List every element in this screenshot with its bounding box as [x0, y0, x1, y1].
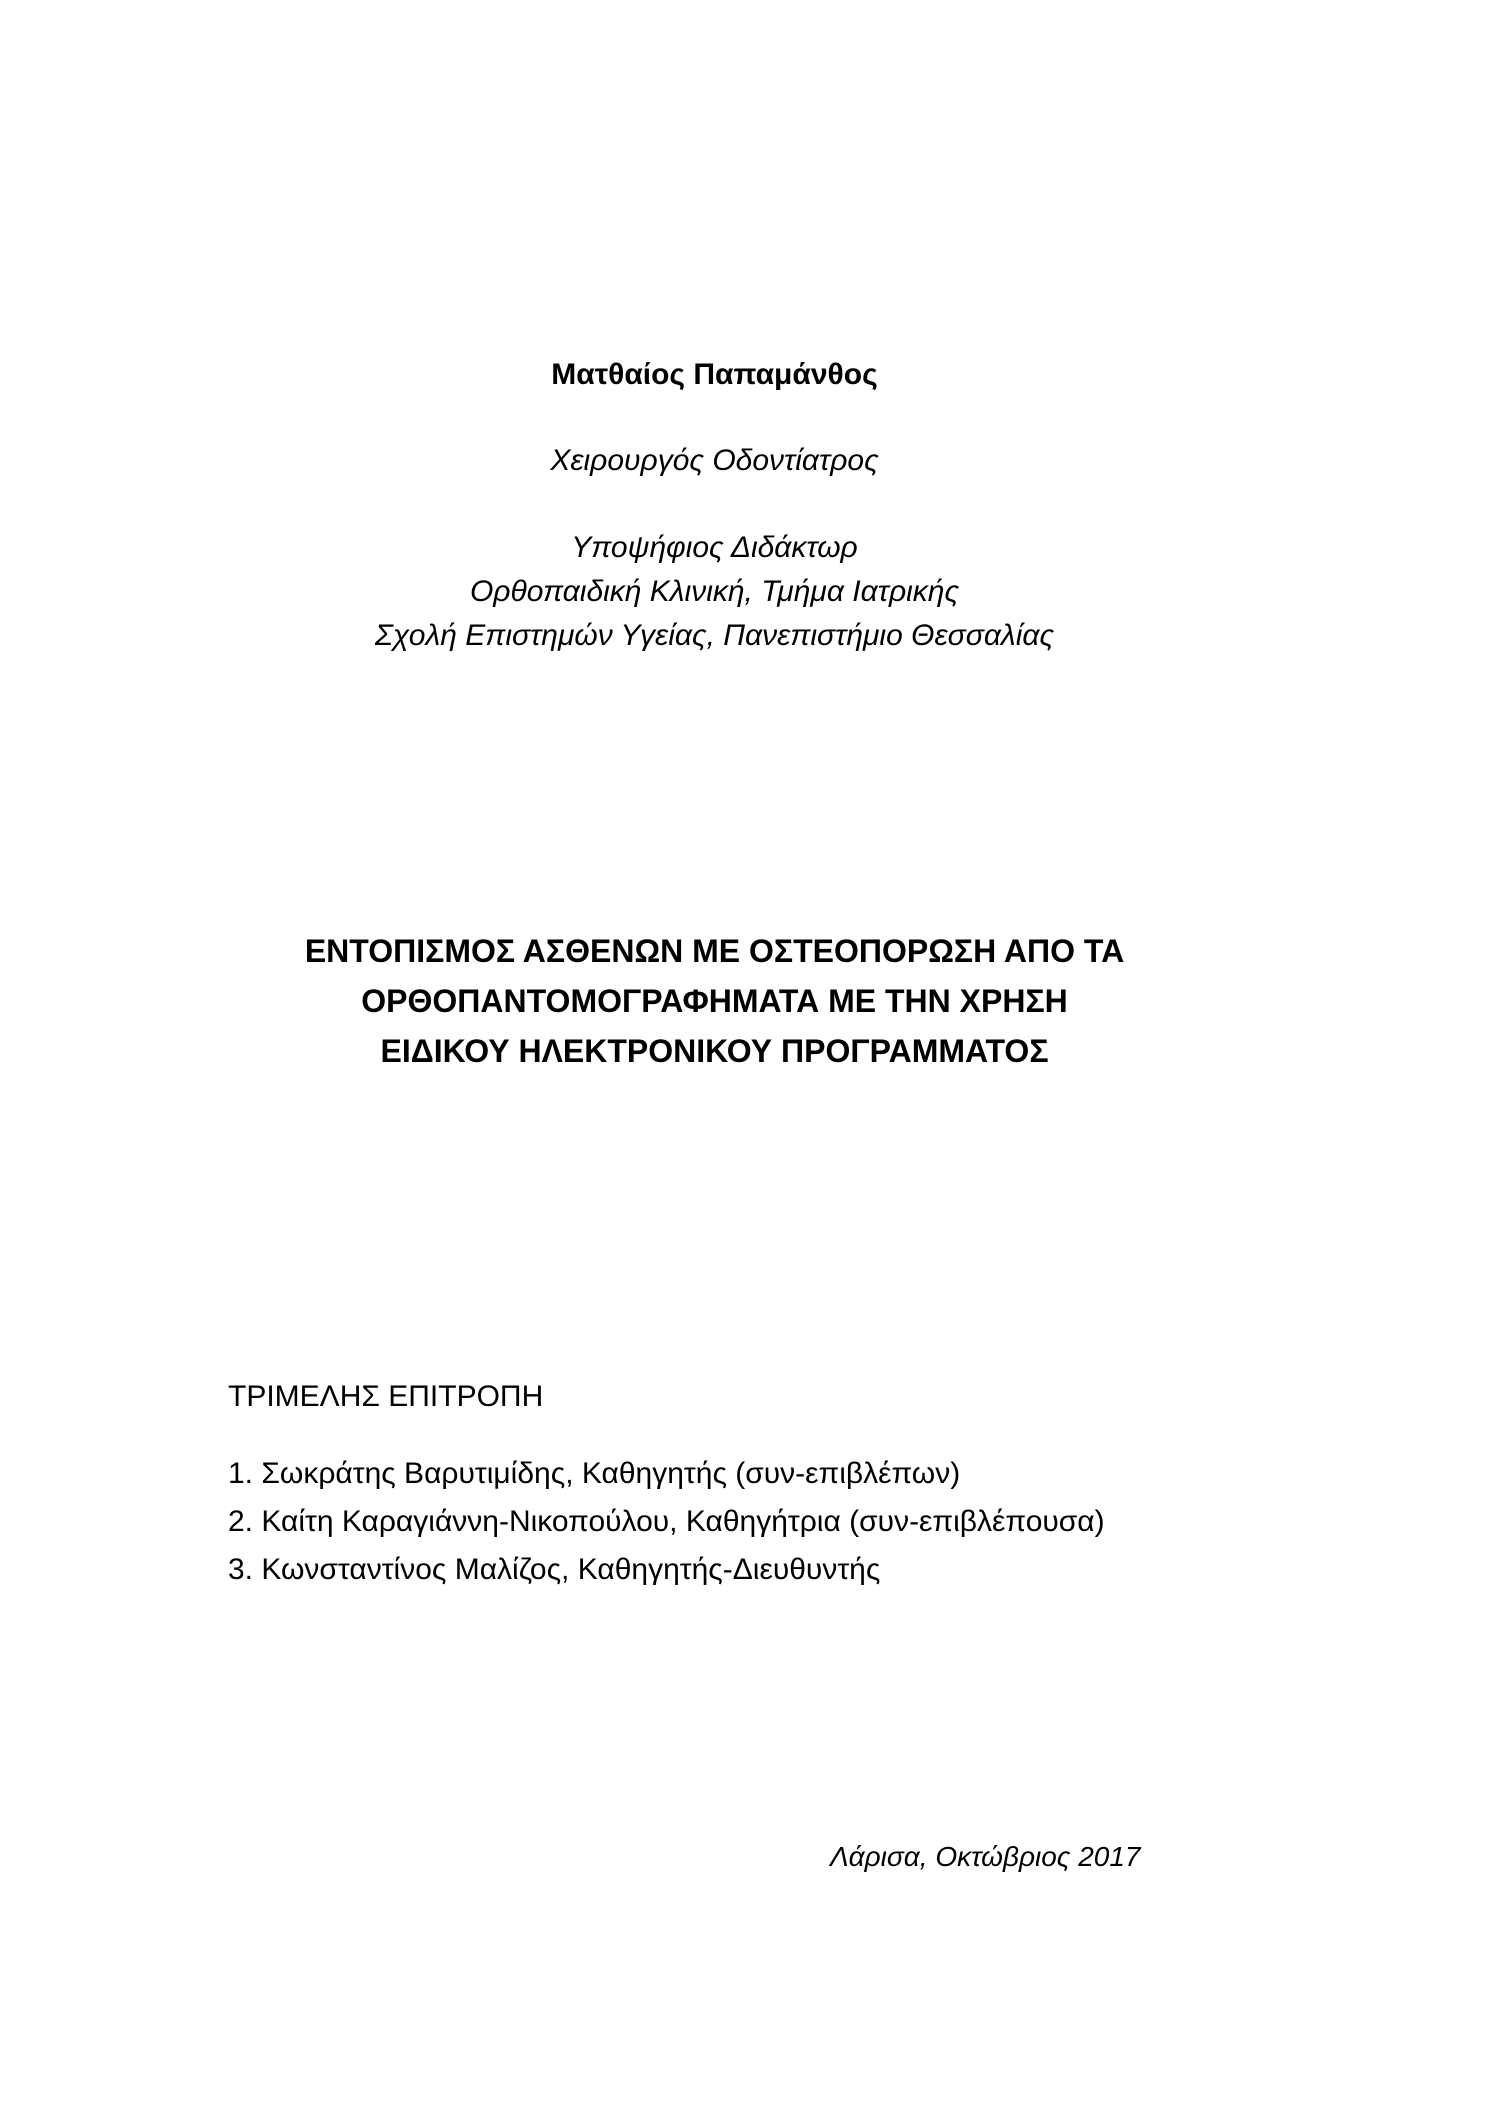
thesis-title — [0, 926, 1429, 1076]
affiliation-line: Ορθοπαιδική Κλινική, Τμήμα Ιατρικής — [469, 575, 960, 608]
author-affiliation — [0, 526, 1429, 658]
committee-heading: ΤΡΙΜΕΛΗΣ ΕΠΙΤΡΟΠΗ — [228, 1380, 544, 1413]
author-role: Χειρουργός Οδοντίατρος — [550, 444, 879, 477]
title-line: ΕΙΔΙΚΟΥ ΗΛΕΚΤΡΟΝΙΚΟΥ ΠΡΟΓΡΑΜΜΑΤΟΣ — [380, 1033, 1049, 1069]
affiliation-line: Σχολή Επιστημών Υγείας, Πανεπιστήμιο Θεσσαλίας — [374, 619, 1055, 652]
committee-members-list — [228, 1450, 1105, 1594]
committee-member: 2. Καίτη Καραγιάννη-Νικοπούλου, Καθηγήτρια (συν-επιβλέπουσα) — [228, 1505, 1105, 1538]
title-line: ΕΝΤΟΠΙΣΜΟΣ ΑΣΘΕΝΩΝ ΜΕ ΟΣΤΕΟΠΟΡΩΣΗ ΑΠΟ ΤΑ — [304, 933, 1125, 969]
affiliation-line: Υποψήφιος Διδάκτωρ — [571, 531, 858, 564]
place-and-date: Λάρισα, Οκτώβριος 2017 — [830, 1841, 1141, 1872]
title-line: ΟΡΘΟΠΑΝΤΟΜΟΓΡΑΦΗΜΑΤΑ ΜΕ ΤΗΝ ΧΡΗΣΗ — [361, 983, 1068, 1019]
committee-member: 1. Σωκράτης Βαρυτιμίδης, Καθηγητής (συν-επιβλέπων) — [228, 1457, 961, 1490]
author-name: Ματθαίος Παπαμάνθος — [551, 358, 878, 391]
committee-member: 3. Κωνσταντίνος Μαλίζος, Καθηγητής-Διευθυντής — [228, 1553, 881, 1586]
